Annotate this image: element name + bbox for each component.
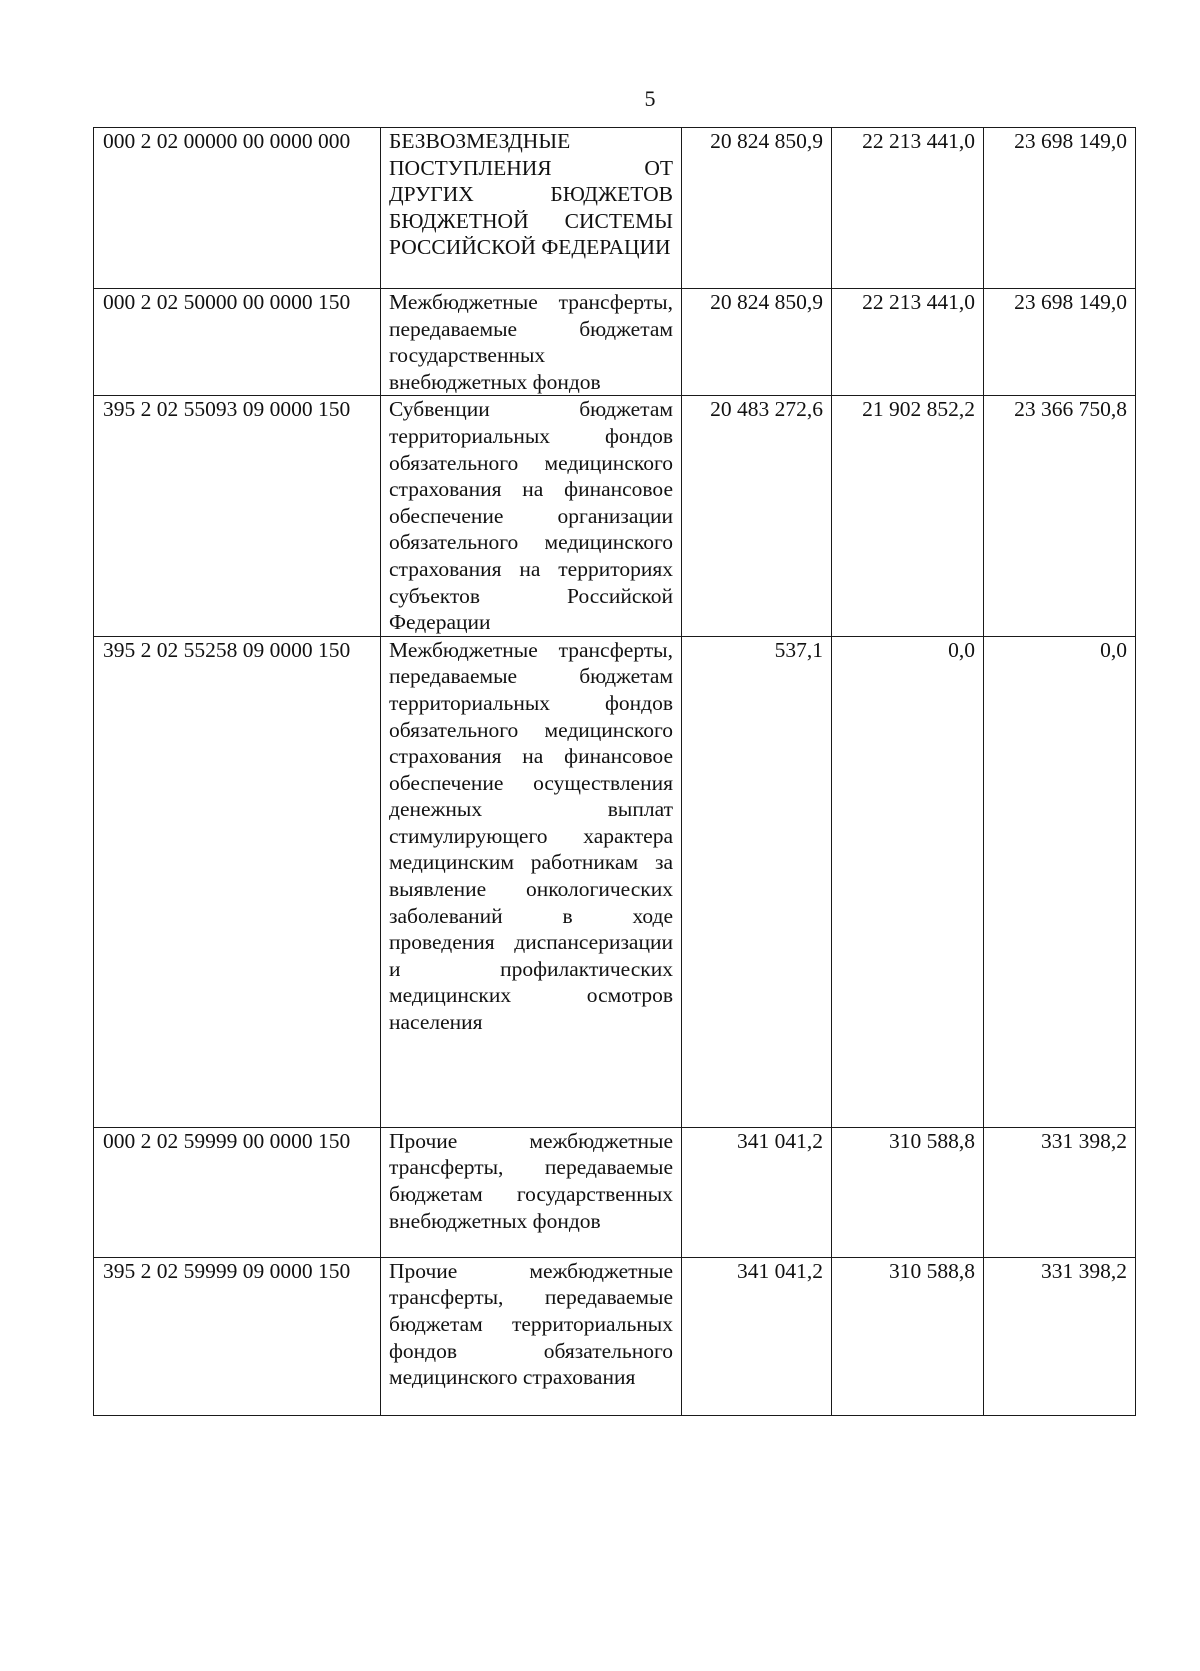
page-number: 5	[644, 86, 656, 111]
revenue-name-cell: Субвенции бюджетам территориальных фондов обязательного медицинского страхования на финансовое обеспечение организации обязательного медицинского страхования на территориях субъектов Российской Федерации	[381, 396, 682, 636]
amount-year-2-cell: 310 588,8	[832, 1127, 984, 1257]
budget-code-cell: 000 2 02 00000 00 0000 000	[94, 128, 381, 289]
amount-year-3-cell: 331 398,2	[984, 1127, 1136, 1257]
amount-year-2-cell: 21 902 852,2	[832, 396, 984, 636]
table-row	[94, 1257, 1136, 1415]
amount-year-1-cell: 537,1	[682, 636, 832, 1127]
amount-year-1-cell: 341 041,2	[682, 1127, 832, 1257]
budget-revenue-table	[93, 127, 1136, 1416]
amount-year-3-cell: 23 366 750,8	[984, 396, 1136, 636]
revenue-name-cell: Межбюджетные трансферты, передаваемые бюджетам государственных внебюджетных фондов	[381, 289, 682, 396]
budget-code-cell: 000 2 02 50000 00 0000 150	[94, 289, 381, 396]
budget-code-cell: 395 2 02 55093 09 0000 150	[94, 396, 381, 636]
revenue-name-cell: БЕЗВОЗМЕЗДНЫЕ ПОСТУПЛЕНИЯ ОТ ДРУГИХ БЮДЖЕТОВ БЮДЖЕТНОЙ СИСТЕМЫ РОССИЙСКОЙ ФЕДЕРАЦИИ	[381, 128, 682, 289]
revenue-name-cell: Прочие межбюджетные трансферты, передаваемые бюджетам государственных внебюджетных фондов	[381, 1127, 682, 1257]
amount-year-2-cell: 22 213 441,0	[832, 289, 984, 396]
table-row	[94, 289, 1136, 396]
amount-year-3-cell: 0,0	[984, 636, 1136, 1127]
table-row	[94, 1127, 1136, 1257]
table-row	[94, 396, 1136, 636]
amount-year-1-cell: 341 041,2	[682, 1257, 832, 1415]
amount-year-1-cell: 20 483 272,6	[682, 396, 832, 636]
amount-year-2-cell: 310 588,8	[832, 1257, 984, 1415]
amount-year-2-cell: 0,0	[832, 636, 984, 1127]
amount-year-3-cell: 23 698 149,0	[984, 289, 1136, 396]
revenue-name-cell: Прочие межбюджетные трансферты, передаваемые бюджетам территориальных фондов обязательного медицинского страхования	[381, 1257, 682, 1415]
amount-year-2-cell: 22 213 441,0	[832, 128, 984, 289]
amount-year-3-cell: 23 698 149,0	[984, 128, 1136, 289]
budget-code-cell: 395 2 02 59999 09 0000 150	[94, 1257, 381, 1415]
amount-year-1-cell: 20 824 850,9	[682, 128, 832, 289]
budget-code-cell: 000 2 02 59999 00 0000 150	[94, 1127, 381, 1257]
amount-year-1-cell: 20 824 850,9	[682, 289, 832, 396]
amount-year-3-cell: 331 398,2	[984, 1257, 1136, 1415]
table-row	[94, 128, 1136, 289]
budget-code-cell: 395 2 02 55258 09 0000 150	[94, 636, 381, 1127]
revenue-name-cell: Межбюджетные трансферты, передаваемые бюджетам территориальных фондов обязательного медицинского страхования на финансовое обеспечение осуществления денежных выплат стимулирующего характера медицинским работникам за выявление онкологических заболеваний в ходе проведения диспансеризации и профилактических медицинских осмотров населения	[381, 636, 682, 1127]
table-row	[94, 636, 1136, 1127]
